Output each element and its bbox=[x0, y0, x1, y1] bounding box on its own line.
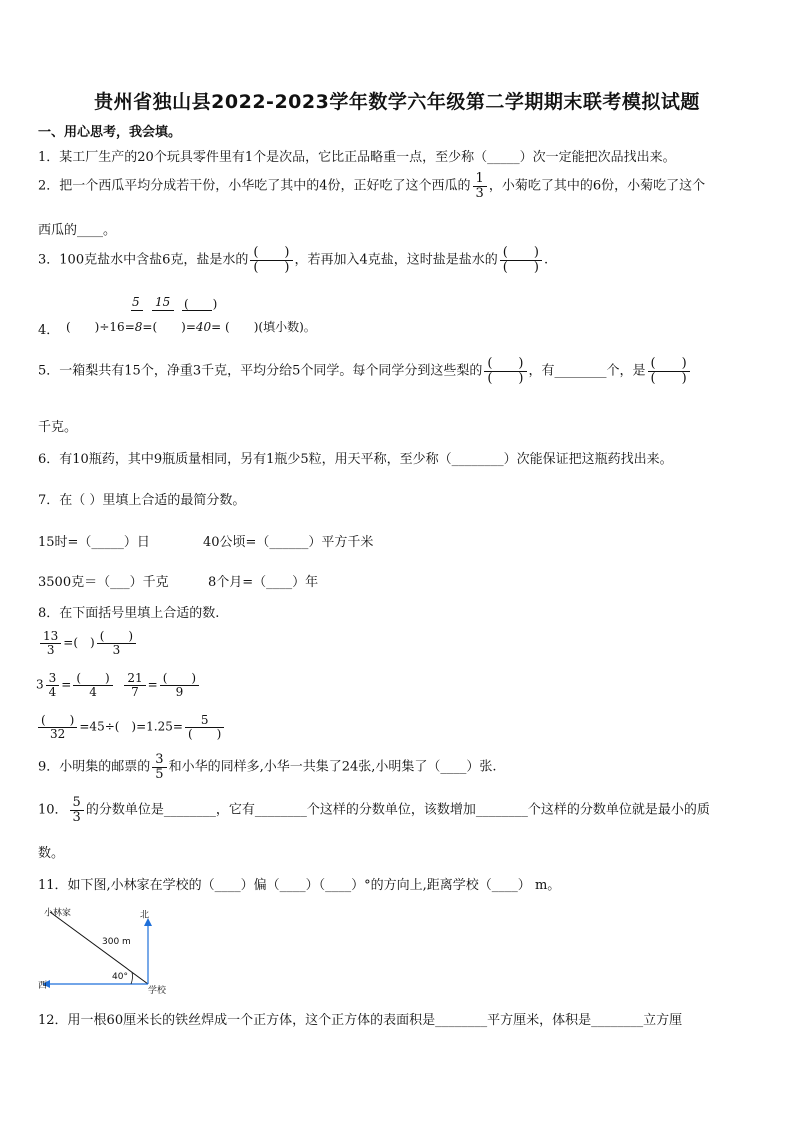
angle-arc bbox=[131, 972, 132, 984]
q8-row-3 bbox=[36, 714, 226, 740]
label-home: 小林家 bbox=[44, 908, 72, 919]
q9-fraction: $\frac{3}{5}$ bbox=[152, 753, 166, 781]
q8-r2-frac: $\frac{3}{4}$ bbox=[46, 672, 60, 698]
q7-line1-b: 40公顷=（______）平方千米 bbox=[203, 535, 374, 550]
q4-bar-2 bbox=[152, 310, 174, 311]
q4-top-1: 5 bbox=[132, 295, 140, 309]
q8-r1-answer: $\frac{( )}{3}$ bbox=[97, 630, 136, 656]
question-2 bbox=[38, 172, 705, 200]
label-angle: 40° bbox=[112, 972, 128, 982]
q10-fraction: $\frac{5}{3}$ bbox=[70, 796, 84, 824]
label-west: 西 bbox=[38, 981, 48, 991]
q4-bar-1 bbox=[131, 310, 143, 311]
question-3 bbox=[38, 246, 548, 274]
q4-bar-3 bbox=[182, 310, 212, 311]
q8-r2-eq-2: = bbox=[147, 677, 158, 692]
q9-text-b: 和小华的同样多,小华一共集了24张,小明集了（____）张. bbox=[168, 759, 497, 775]
q8-r3-answer: $\frac{5}{( )}$ bbox=[185, 714, 224, 740]
section-heading: 一、用心思考，我会填。 bbox=[38, 125, 182, 140]
q7-line1-a: 15时=（_____）日 bbox=[38, 535, 150, 550]
q2-text-b: ，小菊吃了其中的6份，小菊吃了这个 bbox=[488, 178, 706, 194]
q8-r2-eq: = bbox=[61, 677, 72, 692]
q4-eq-d: = bbox=[185, 320, 196, 334]
question-10-line2: 数。 bbox=[38, 846, 65, 861]
q5-fraction-2: $\frac{( )}{( )}$ bbox=[648, 357, 690, 385]
q5-text-b: ，有________个，是 bbox=[528, 363, 646, 379]
question-10 bbox=[38, 796, 710, 824]
q8-r2-frac-2: $\frac{21}{7}$ bbox=[124, 672, 145, 698]
q3-text-c: . bbox=[543, 252, 549, 268]
q3-fraction-2: $\frac{( )}{( )}$ bbox=[500, 246, 542, 274]
q4-eq-c: =( ) bbox=[142, 320, 186, 334]
q4-eq-f: = ( )(填小数)。 bbox=[211, 320, 316, 334]
q4-eq-e: 40 bbox=[195, 320, 212, 334]
q2-text-a: 2．把一个西瓜平均分成若干份，小华吃了其中的4份，正好吃了这个西瓜的 bbox=[38, 178, 471, 194]
label-school: 学校 bbox=[148, 986, 167, 994]
q8-r2-answer-2: $\frac{( )}{9}$ bbox=[160, 672, 199, 698]
q4-number: 4． bbox=[38, 323, 60, 338]
q7-line2-a: 3500克＝（___）千克 bbox=[38, 575, 169, 590]
q8-r1-frac: $\frac{13}{3}$ bbox=[40, 630, 61, 656]
question-6: 6．有10瓶药，其中9瓶质量相同，另有1瓶少5粒，用天平称，至少称（________）次能保证把这瓶药找出来。 bbox=[38, 452, 673, 467]
q4-eq-b: 8 bbox=[134, 320, 143, 334]
question-9 bbox=[38, 753, 497, 781]
q5-fraction-1: $\frac{( )}{( )}$ bbox=[484, 357, 526, 385]
q5-text-a: 5．一箱梨共有15个，净重3千克，平均分给5个同学。每个同学分到这些梨的 bbox=[38, 363, 483, 379]
q10-number: 10． bbox=[38, 802, 68, 818]
q8-r3-mid: =45÷( )=1.25= bbox=[79, 719, 183, 734]
question-12: 12．用一根60厘米长的铁丝焊成一个正方体，这个正方体的表面积是________平方厘米，体积是________立方厘 bbox=[38, 1013, 683, 1028]
q8-r2-answer: $\frac{( )}{4}$ bbox=[73, 672, 112, 698]
q8-r1-mid: =( ) bbox=[63, 635, 95, 650]
question-1: 1．某工厂生产的20个玩具零件里有1个是次品，它比正品略重一点，至少称（_____）次一定能把次品找出来。 bbox=[38, 150, 676, 165]
question-5 bbox=[38, 357, 692, 385]
question-7: 7．在（ ）里填上合适的最简分数。 bbox=[38, 493, 246, 508]
q8-row-2 bbox=[36, 672, 201, 698]
label-distance: 300 m bbox=[102, 937, 131, 947]
q8-row-1 bbox=[38, 630, 138, 656]
direction-diagram bbox=[36, 906, 186, 994]
q7-line2-b: 8个月=（____）年 bbox=[208, 575, 319, 590]
q3-text-a: 3．100克盐水中含盐6克，盐是水的 bbox=[38, 252, 249, 268]
question-4 bbox=[38, 319, 59, 338]
q8-r3-frac: $\frac{( )}{32}$ bbox=[38, 714, 77, 740]
q9-text-a: 9．小明集的邮票的 bbox=[38, 759, 151, 775]
question-11: 11．如下图,小林家在学校的（____）偏（____）（____）°的方向上,距离学校（____） m。 bbox=[38, 878, 561, 893]
q4-equation bbox=[66, 318, 316, 335]
label-north: 北 bbox=[140, 910, 150, 921]
home-line bbox=[50, 912, 148, 984]
page-title: 贵州省独山县2022-2023学年数学六年级第二学期期末联考模拟试题 bbox=[94, 91, 700, 113]
question-2-line2: 西瓜的____。 bbox=[38, 223, 117, 238]
q2-fraction: $\frac{1}{3}$ bbox=[473, 172, 487, 200]
question-5-line2: 千克。 bbox=[38, 420, 78, 435]
q4-eq-a: ( )÷16= bbox=[66, 320, 135, 334]
q10-text: 的分数单位是________，它有________个这样的分数单位，该数增加________个这样的分数单位就是最小的质 bbox=[85, 802, 710, 818]
q4-top-2: 15 bbox=[155, 295, 171, 309]
q8-r2-whole: 3 bbox=[36, 677, 44, 692]
q3-text-b: ，若再加入4克盐，这时盐是盐水的 bbox=[294, 252, 498, 268]
q4-top-3: ( ) bbox=[184, 297, 218, 311]
question-8: 8．在下面括号里填上合适的数. bbox=[38, 606, 220, 621]
q3-fraction-1: $\frac{( )}{( )}$ bbox=[250, 246, 292, 274]
